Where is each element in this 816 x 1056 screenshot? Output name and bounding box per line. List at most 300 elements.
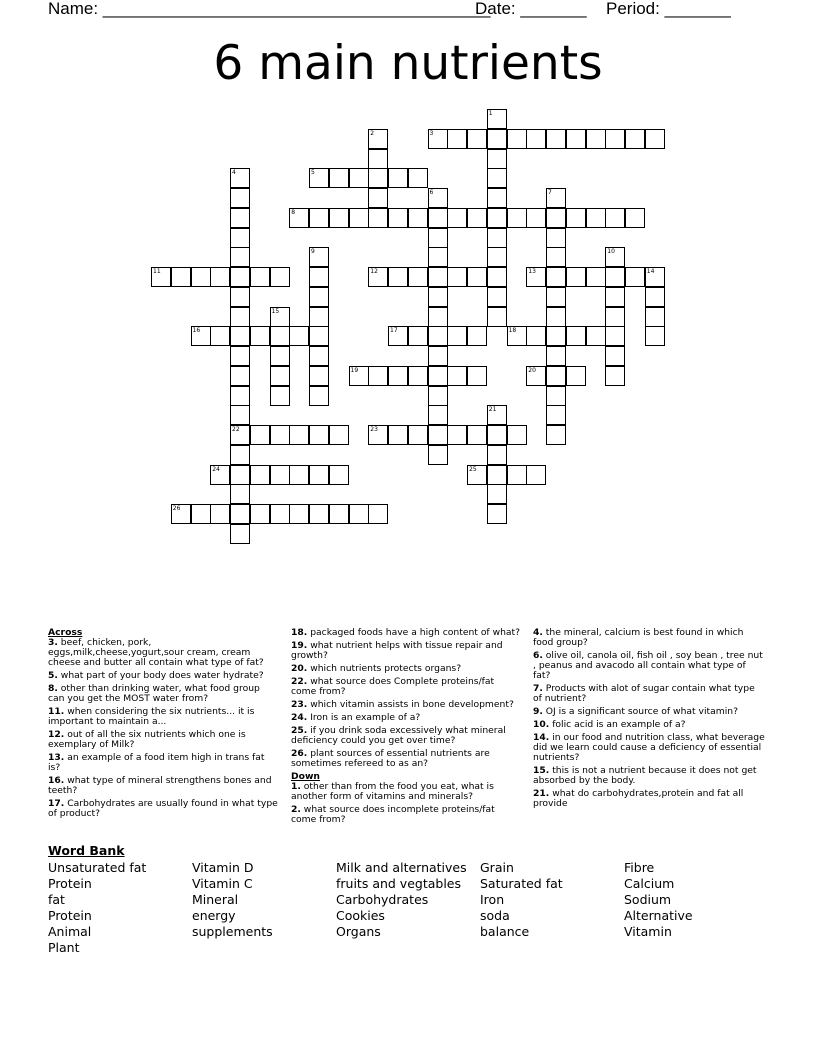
word-bank-word: Carbohydrates [336,892,429,907]
grid-cell[interactable] [428,188,448,208]
grid-cell[interactable] [546,386,566,406]
grid-cell[interactable] [507,465,527,485]
grid-cell[interactable] [428,287,448,307]
grid-cell[interactable] [645,267,665,287]
grid-cell[interactable] [428,247,448,267]
grid-cell[interactable] [368,168,388,188]
grid-cell[interactable] [507,425,527,445]
period-field[interactable]: Period: _______ [606,0,731,18]
clue-item-text: an example of a food item high in trans fat is? [48,752,265,773]
clue-item-number: 22. [291,676,308,687]
grid-cell[interactable] [605,326,625,346]
grid-cell[interactable] [368,188,388,208]
grid-cell[interactable] [368,267,388,287]
clue-item-number: 17. [48,798,65,809]
grid-cell[interactable] [605,247,625,267]
grid-cell[interactable] [230,465,250,485]
clue-item-text: other than from the food you eat, what is another form of vitamins and minerals? [291,781,494,802]
grid-cell[interactable] [487,267,507,287]
grid-cell[interactable] [329,504,349,524]
grid-cell[interactable] [270,346,290,366]
clue-item [291,713,521,723]
clue-item-text: what source does Complete proteins/fat come from? [291,676,495,697]
grid-cell[interactable] [388,267,408,287]
clue-item-number: 8. [48,683,58,694]
word-bank-word: Organs [336,924,381,939]
grid-cell[interactable] [487,149,507,169]
grid-cell[interactable] [210,504,230,524]
grid-cell[interactable] [645,326,665,346]
grid-cell[interactable] [329,465,349,485]
grid-cell[interactable] [191,267,211,287]
clue-item-number: 1. [291,781,301,792]
clue-item-text: what part of your body does water hydrate? [57,670,264,681]
grid-cell[interactable] [566,129,586,149]
clue-number: 13 [528,268,536,275]
clue-item-text: Products with alot of sugar contain what type of nutrient? [533,683,755,704]
grid-cell[interactable] [447,208,467,228]
grid-cell[interactable] [447,129,467,149]
grid-cell[interactable] [230,346,250,366]
clue-item [48,638,278,668]
clue-item-text: this is not a nutrient because it does not get absorbed by the body. [533,765,757,786]
grid-cell[interactable] [349,208,369,228]
grid-cell[interactable] [428,386,448,406]
clue-item [533,628,765,648]
grid-cell[interactable] [566,326,586,346]
clue-item-text: folic acid is an example of a? [549,719,686,730]
date-field[interactable]: Date: _______ [475,0,587,18]
grid-cell[interactable] [546,129,566,149]
grid-cell[interactable] [487,228,507,248]
grid-cell[interactable] [368,504,388,524]
clue-number: 20 [528,366,536,374]
word-bank-word: Iron [480,892,505,907]
grid-cell[interactable] [368,425,388,445]
grid-cell[interactable] [428,129,448,149]
grid-cell[interactable] [191,326,211,346]
grid-cell[interactable] [151,267,171,287]
grid-cell[interactable] [270,267,290,287]
grid-cell[interactable] [467,425,487,445]
grid-cell[interactable] [526,465,546,485]
grid-cell[interactable] [487,109,507,129]
clue-item-text: packaged foods have a high content of what? [307,627,521,638]
grid-cell[interactable] [447,425,467,445]
grid-cell[interactable] [507,129,527,149]
grid-cell[interactable] [605,208,625,228]
clue-number: 2 [370,129,375,137]
clue-number: 6 [429,189,434,196]
word-bank-word: Alternative [624,908,693,923]
clue-item [48,730,278,750]
clue-item [48,707,278,727]
grid-cell[interactable] [447,326,467,346]
clue-item [48,799,278,819]
grid-cell[interactable] [428,445,448,465]
grid-cell[interactable] [230,326,250,346]
grid-cell[interactable] [309,267,329,287]
grid-cell[interactable] [487,247,507,267]
grid-cell[interactable] [487,425,507,445]
grid-cell[interactable] [487,465,507,485]
grid-cell[interactable] [309,168,329,188]
grid-cell[interactable] [487,484,507,504]
clue-item-text: in our food and nutrition class, what beverage did we learn could cause a deficiency of essential nutrients? [533,732,765,763]
grid-cell[interactable] [566,267,586,287]
grid-cell[interactable] [388,425,408,445]
grid-cell[interactable] [605,346,625,366]
grid-cell[interactable] [408,326,428,346]
grid-cell[interactable] [428,307,448,327]
grid-cell[interactable] [210,267,230,287]
clue-item-text: Carbohydrates are usually found in what type of product? [48,798,278,819]
grid-cell[interactable] [270,386,290,406]
clue-item-number: 10. [533,719,550,730]
clue-item [48,684,278,704]
grid-cell[interactable] [289,465,309,485]
word-bank-word: Protein [48,908,92,923]
grid-cell[interactable] [487,405,507,425]
grid-cell[interactable] [526,129,546,149]
grid-cell[interactable] [349,168,369,188]
grid-cell[interactable] [605,267,625,287]
clue-item [533,789,765,809]
grid-cell[interactable] [388,208,408,228]
grid-cell[interactable] [467,208,487,228]
clue-item-number: 3. [48,637,58,648]
grid-cell[interactable] [329,425,349,445]
grid-cell[interactable] [408,267,428,287]
clue-item-text: if you drink soda excessively what mineral deficiency could you get over time? [291,725,506,746]
grid-cell[interactable] [368,129,388,149]
clue-item [533,733,765,763]
grid-cell[interactable] [645,307,665,327]
grid-cell[interactable] [605,366,625,386]
grid-cell[interactable] [586,267,606,287]
word-bank-word: Grain [480,860,514,875]
grid-cell[interactable] [329,168,349,188]
grid-cell[interactable] [645,129,665,149]
clue-item [533,651,765,681]
word-bank-word: balance [480,924,530,939]
grid-cell[interactable] [487,445,507,465]
grid-cell[interactable] [586,129,606,149]
grid-cell[interactable] [487,504,507,524]
grid-cell[interactable] [289,326,309,346]
grid-cell[interactable] [428,405,448,425]
clue-number: 9 [311,248,315,256]
clue-number: 26 [172,505,181,512]
grid-cell[interactable] [605,307,625,327]
grid-cell[interactable] [447,366,467,386]
clue-item [533,684,765,704]
grid-cell[interactable] [447,267,467,287]
clue-number: 14 [646,268,655,275]
page-title: 6 main nutrients [213,36,603,91]
grid-cell[interactable] [526,366,546,386]
word-bank-word: Saturated fat [480,876,563,891]
grid-cell[interactable] [289,208,309,228]
clue-item-number: 4. [533,627,543,638]
grid-cell[interactable] [210,465,230,485]
grid-cell[interactable] [309,326,329,346]
clue-number: 8 [291,208,296,216]
grid-cell[interactable] [270,425,290,445]
grid-cell[interactable] [487,168,507,188]
grid-cell[interactable] [546,307,566,327]
clue-number: 23 [370,426,378,433]
grid-cell[interactable] [309,465,329,485]
grid-cell[interactable] [566,208,586,228]
grid-cell[interactable] [368,149,388,169]
grid-cell[interactable] [546,326,566,346]
grid-cell[interactable] [586,208,606,228]
clue-item-number: 24. [291,712,308,723]
grid-cell[interactable] [625,208,645,228]
grid-cell[interactable] [309,247,329,267]
clue-item-text: plant sources of essential nutrients are sometimes refereed to as an? [291,748,490,769]
grid-cell[interactable] [388,366,408,386]
grid-cell[interactable] [250,465,270,485]
grid-cell[interactable] [230,188,250,208]
grid-cell[interactable] [408,425,428,445]
grid-cell[interactable] [487,129,507,149]
clue-item-text: which nutrients protects organs? [307,663,462,674]
clues-column-3 [533,628,765,812]
grid-cell[interactable] [230,484,250,504]
grid-cell[interactable] [289,425,309,445]
clue-item-text: beef, chicken, pork, eggs,milk,cheese,yogurt,sour cream, cream cheese and butter all contain what type of fat? [48,637,264,668]
grid-cell[interactable] [230,425,250,445]
grid-cell[interactable] [487,307,507,327]
grid-cell[interactable] [270,307,290,327]
grid-cell[interactable] [210,326,230,346]
grid-cell[interactable] [507,326,527,346]
grid-cell[interactable] [467,129,487,149]
clue-item-text: out of all the six nutrients which one is exemplary of Milk? [48,729,246,750]
clue-item-number: 25. [291,725,308,736]
clue-item-number: 5. [48,670,58,681]
grid-cell[interactable] [250,267,270,287]
grid-cell[interactable] [487,208,507,228]
word-bank-column [192,860,273,940]
grid-cell[interactable] [428,346,448,366]
clue-number: 3 [429,129,434,137]
grid-cell[interactable] [566,366,586,386]
clue-item-text: what nutrient helps with tissue repair and growth? [291,640,503,661]
clue-item-text: what do carbohydrates,protein and fat all provide [533,788,744,809]
grid-cell[interactable] [230,247,250,267]
grid-cell[interactable] [428,425,448,445]
grid-cell[interactable] [230,504,250,524]
grid-cell[interactable] [368,208,388,228]
grid-cell[interactable] [546,405,566,425]
clue-item-text: Iron is an example of a? [307,712,421,723]
word-bank-word: soda [480,908,510,923]
word-bank-column [336,860,467,940]
name-field[interactable]: Name: _________________________________________ [48,0,491,18]
clue-item-number: 26. [291,748,308,759]
grid-cell[interactable] [487,287,507,307]
clues-column-2 [291,628,521,828]
clue-item-text: olive oil, canola oil, fish oil , soy bean , tree nut , peanus and avacodo all contain what type of fat? [533,650,763,681]
grid-cell[interactable] [368,366,388,386]
grid-cell[interactable] [309,386,329,406]
grid-cell[interactable] [428,228,448,248]
clue-item-number: 21. [533,788,550,799]
word-bank-word: Milk and alternatives [336,860,467,875]
clue-item [291,677,521,697]
grid-cell[interactable] [586,326,606,346]
clue-item-text: what type of mineral strengthens bones and teeth? [48,775,272,796]
grid-cell[interactable] [309,366,329,386]
word-bank-word: Animal [48,924,92,939]
grid-cell[interactable] [230,228,250,248]
grid-cell[interactable] [546,247,566,267]
grid-cell[interactable] [467,326,487,346]
grid-cell[interactable] [270,366,290,386]
grid-cell[interactable] [546,425,566,445]
grid-cell[interactable] [467,366,487,386]
grid-cell[interactable] [309,307,329,327]
clue-item-number: 2. [291,804,301,815]
grid-cell[interactable] [625,129,645,149]
grid-cell[interactable] [388,168,408,188]
grid-cell[interactable] [507,208,527,228]
grid-cell[interactable] [546,366,566,386]
clue-item-text: what source does incomplete proteins/fat come from? [291,804,495,825]
clue-item [291,628,521,638]
clue-number: 22 [232,426,240,433]
clue-item [48,671,278,681]
grid-cell[interactable] [230,405,250,425]
clue-item [291,700,521,710]
grid-cell[interactable] [408,168,428,188]
clue-item [291,726,521,746]
clue-item-number: 6. [533,650,543,661]
clue-item-number: 15. [533,765,550,776]
clue-item-number: 13. [48,752,65,763]
grid-cell[interactable] [388,326,408,346]
grid-cell[interactable] [526,208,546,228]
grid-cell[interactable] [645,287,665,307]
grid-cell[interactable] [171,504,191,524]
grid-cell[interactable] [289,504,309,524]
clue-item-number: 12. [48,729,65,740]
clue-number: 16 [192,327,201,335]
grid-cell[interactable] [230,386,250,406]
grid-cell[interactable] [487,188,507,208]
grid-cell[interactable] [605,129,625,149]
word-bank-word: Plant [48,940,80,955]
grid-cell[interactable] [309,346,329,366]
grid-cell[interactable] [546,188,566,208]
clue-number: 18 [508,327,517,335]
grid-cell[interactable] [546,228,566,248]
grid-cell[interactable] [546,267,566,287]
grid-cell[interactable] [309,425,329,445]
grid-cell[interactable] [546,208,566,228]
grid-cell[interactable] [309,504,329,524]
clue-number: 24 [212,465,220,473]
grid-cell[interactable] [250,504,270,524]
clue-number: 5 [311,169,315,177]
grid-cell[interactable] [230,445,250,465]
grid-cell[interactable] [230,267,250,287]
clue-number: 7 [548,189,552,196]
clue-number: 15 [271,307,280,315]
grid-cell[interactable] [329,208,349,228]
clue-item [533,766,765,786]
grid-cell[interactable] [467,465,487,485]
clue-item-number: 19. [291,640,308,651]
grid-cell[interactable] [467,267,487,287]
clue-number: 1 [488,110,493,117]
clue-item-number: 16. [48,775,65,786]
grid-cell[interactable] [230,307,250,327]
word-bank-word: Vitamin C [192,876,253,891]
grid-cell[interactable] [526,326,546,346]
clue-item [291,782,521,802]
grid-cell[interactable] [546,346,566,366]
grid-cell[interactable] [230,168,250,188]
grid-cell[interactable] [270,326,290,346]
word-bank-word: Sodium [624,892,672,907]
grid-cell[interactable] [349,366,369,386]
grid-cell[interactable] [230,208,250,228]
word-bank-word: Mineral [192,892,239,907]
word-bank-word: fat [48,892,65,907]
grid-cell[interactable] [625,267,645,287]
grid-cell[interactable] [408,366,428,386]
grid-cell[interactable] [349,504,369,524]
grid-cell[interactable] [171,267,191,287]
clue-item [48,776,278,796]
grid-cell[interactable] [428,267,448,287]
grid-cell[interactable] [230,287,250,307]
grid-cell[interactable] [546,287,566,307]
grid-cell[interactable] [309,208,329,228]
grid-cell[interactable] [309,287,329,307]
grid-cell[interactable] [250,326,270,346]
clue-item-number: 14. [533,732,550,743]
down-heading: Down [291,771,320,782]
clue-item [48,753,278,773]
clue-item-text: other than drinking water, what food group can you get the MOST water from? [48,683,260,704]
word-bank-word: Vitamin [624,924,672,939]
grid-cell[interactable] [428,326,448,346]
grid-cell[interactable] [270,504,290,524]
clue-item-text: OJ is a significant source of what vitamin? [542,706,738,717]
grid-cell[interactable] [230,524,250,544]
grid-cell[interactable] [230,366,250,386]
grid-cell[interactable] [270,465,290,485]
grid-cell[interactable] [191,504,211,524]
across-heading: Across [48,627,83,638]
clue-item [533,707,765,717]
grid-cell[interactable] [605,287,625,307]
clue-item [291,664,521,674]
grid-cell[interactable] [428,366,448,386]
clue-item-number: 9. [533,706,543,717]
grid-cell[interactable] [408,208,428,228]
grid-cell[interactable] [250,425,270,445]
clue-number: 17 [390,327,398,335]
grid-cell[interactable] [526,267,546,287]
clue-item [533,720,765,730]
grid-cell[interactable] [428,208,448,228]
